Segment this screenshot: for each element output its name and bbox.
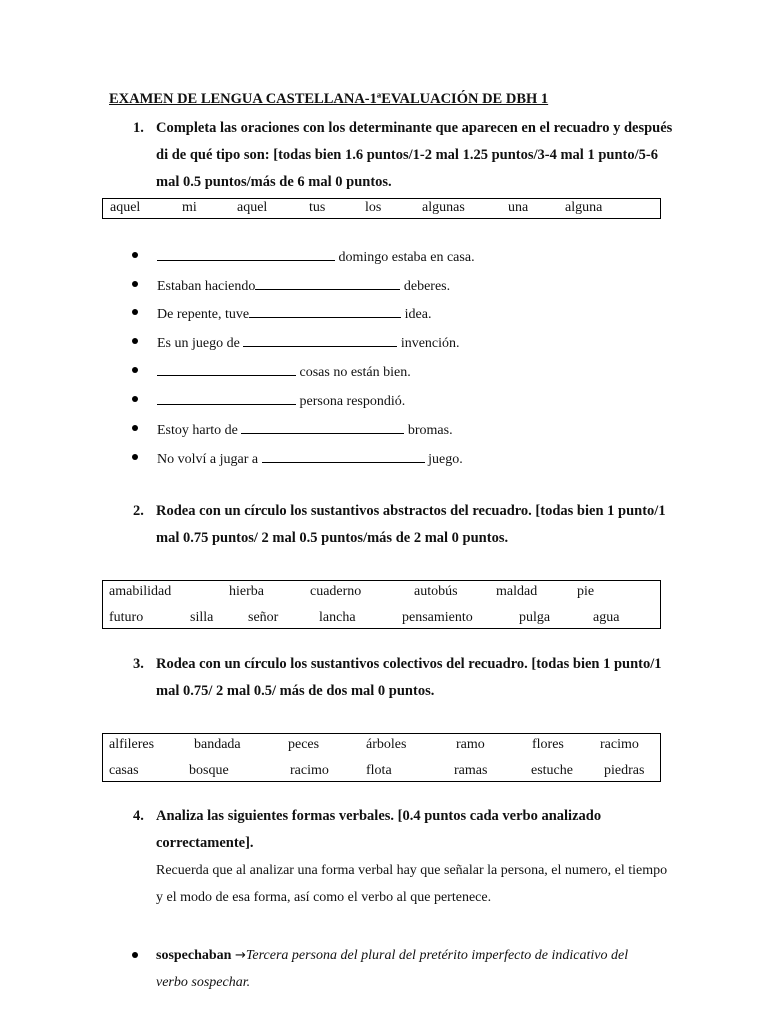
list-item	[132, 942, 652, 996]
exam-title: EXAMEN DE LENGUA CASTELLANA-1ªEVALUACIÓN DE DBH 1	[109, 91, 549, 107]
word-cell: casas	[109, 763, 139, 778]
word-cell: bosque	[189, 763, 229, 778]
bullet-icon	[132, 338, 138, 344]
bullet-icon	[132, 952, 138, 958]
sentence-after: deberes.	[400, 279, 451, 294]
bullet-icon	[132, 281, 138, 287]
bullet-icon	[132, 309, 138, 315]
sentence-after: bromas.	[404, 423, 453, 438]
sentence-before: No volví a jugar a	[157, 452, 262, 467]
question-3-number: 3.	[133, 656, 144, 672]
word-cell: cuaderno	[310, 584, 362, 599]
arrow-right-icon: →	[234, 948, 246, 963]
answer-blank[interactable]	[249, 303, 401, 318]
word-cell: amabilidad	[109, 584, 172, 599]
word-cell: silla	[190, 610, 214, 625]
word-cell: algunas	[422, 200, 465, 215]
word-cell: racimo	[600, 737, 639, 752]
sentence-after: persona respondió.	[296, 394, 406, 409]
example-analysis: Tercera persona del plural del pretérito imperfecto de indicativo del verbo sospechar.	[156, 948, 629, 990]
word-cell: flores	[532, 737, 564, 752]
question-2-number: 2.	[133, 503, 144, 519]
question-4-note: Recuerda que al analizar una forma verbal hay que señalar la persona, el numero, el tiempo y el modo de esa forma, así como el verbo al que pertenece.	[156, 863, 668, 905]
word-cell: ramo	[456, 737, 485, 752]
bullet-icon	[132, 454, 138, 460]
word-cell: alfileres	[109, 737, 155, 752]
word-cell: pie	[577, 584, 595, 599]
word-cell: maldad	[496, 584, 538, 599]
sentence-before: Es un juego de	[157, 336, 244, 351]
word-cell: señor	[248, 610, 279, 625]
answer-blank[interactable]	[157, 361, 296, 376]
word-cell: futuro	[109, 610, 144, 625]
answer-blank[interactable]	[262, 448, 425, 463]
bullet-icon	[132, 252, 138, 258]
question-3-text: Rodea con un círculo los sustantivos colectivos del recuadro. [todas bien 1 punto/1 mal 0.75/ 2 mal 0.5/ más de dos mal 0 puntos.	[156, 656, 662, 699]
example-verb: sospechaban	[156, 948, 232, 963]
sentence-before: Estoy harto de	[157, 423, 242, 438]
word-cell: racimo	[290, 763, 329, 778]
word-cell: estuche	[531, 763, 573, 778]
word-cell: los	[365, 200, 382, 215]
question-1-number: 1.	[133, 120, 144, 136]
word-cell: una	[508, 200, 529, 215]
word-cell: piedras	[604, 763, 645, 778]
word-cell: agua	[593, 610, 620, 625]
answer-blank[interactable]	[255, 275, 400, 290]
word-cell: hierba	[229, 584, 264, 599]
sentence-after: cosas no están bien.	[296, 365, 411, 380]
sentence-after: invención.	[397, 336, 460, 351]
answer-blank[interactable]	[243, 332, 397, 347]
sentence-before: De repente, tuve	[157, 307, 250, 322]
answer-blank[interactable]	[241, 419, 404, 434]
word-cell: aquel	[237, 200, 268, 215]
sentence-after: juego.	[424, 452, 463, 467]
question-4-text: Analiza las siguientes formas verbales. [0.4 puntos cada verbo analizado correctamente].	[156, 808, 602, 851]
word-cell: pulga	[519, 610, 551, 625]
word-cell: pensamiento	[402, 610, 473, 625]
question-4-number: 4.	[133, 808, 144, 824]
determiners-box	[102, 198, 661, 219]
bullet-icon	[132, 396, 138, 402]
word-cell: aquel	[110, 200, 141, 215]
word-cell: bandada	[194, 737, 241, 752]
collective-nouns-box	[102, 733, 661, 782]
word-cell: tus	[309, 200, 326, 215]
word-cell: peces	[288, 737, 320, 752]
question-1-text: Completa las oraciones con los determinante que aparecen en el recuadro y después di de qué tipo son: [todas bien 1.6 puntos/1-2 mal 1.25 puntos/3-4 mal 1 punto/5-6 mal 0.5 puntos/más de 6 mal 0 puntos.	[156, 120, 673, 190]
word-cell: autobús	[414, 584, 458, 599]
word-cell: ramas	[454, 763, 488, 778]
sentence-after: domingo estaba en casa.	[335, 250, 475, 265]
abstract-nouns-box	[102, 580, 661, 629]
sentence-after: idea.	[401, 307, 432, 322]
word-cell: árboles	[366, 737, 407, 752]
bullet-icon	[132, 367, 138, 373]
question-2-text: Rodea con un círculo los sustantivos abstractos del recuadro. [todas bien 1 punto/1 mal 0.75 puntos/ 2 mal 0.5 puntos/más de 2 mal 0 puntos.	[156, 503, 666, 546]
answer-blank[interactable]	[157, 390, 296, 405]
word-cell: alguna	[565, 200, 603, 215]
bullet-icon	[132, 425, 138, 431]
answer-blank[interactable]	[157, 246, 335, 261]
word-cell: lancha	[319, 610, 356, 625]
sentence-before: Estaban haciendo	[157, 279, 256, 294]
word-cell: mi	[182, 200, 197, 215]
word-cell: flota	[366, 763, 392, 778]
